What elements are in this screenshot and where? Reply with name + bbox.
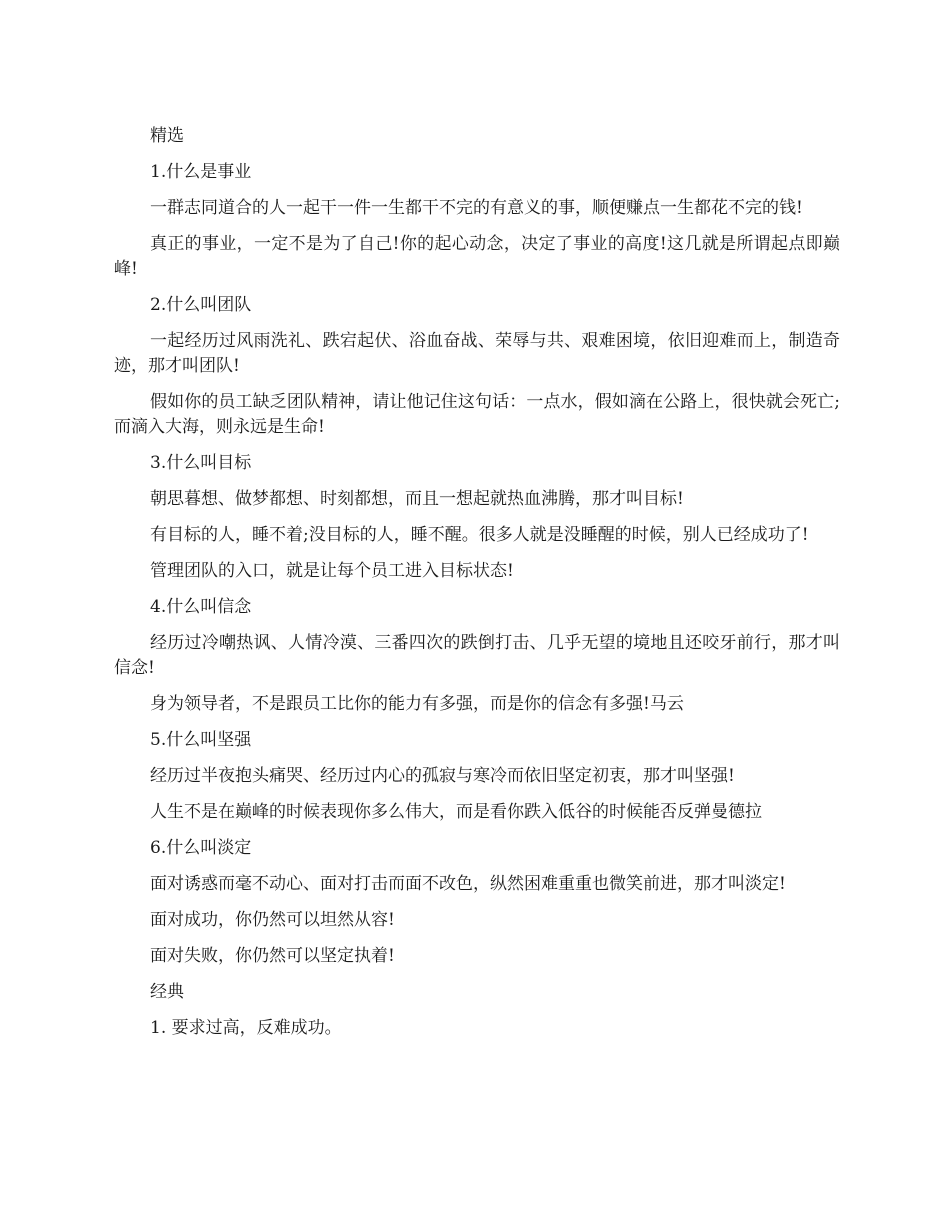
paragraph: 一群志同道合的人一起干一件一生都干不完的有意义的事，顺便赚点一生都花不完的钱! bbox=[150, 198, 803, 218]
paragraph: 人生不是在巅峰的时候表现你多么伟大，而是看你跌入低谷的时候能否反弹曼德拉 bbox=[150, 802, 762, 822]
section-heading: 1.什么是事业 bbox=[150, 162, 252, 182]
paragraph: 面对诱惑而毫不动心、面对打击而面不改色，纵然困难重重也微笑前进，那才叫淡定! bbox=[150, 874, 786, 894]
section-label: 精选 bbox=[150, 126, 184, 146]
document-body bbox=[114, 124, 840, 1052]
section-heading: 4.什么叫信念 bbox=[150, 597, 252, 617]
list-item: 1. 要求过高，反难成功。 bbox=[150, 1018, 342, 1038]
paragraph: 有目标的人，睡不着;没目标的人，睡不醒。很多人就是没睡醒的时候，别人已经成功了! bbox=[150, 525, 809, 545]
section-heading: 6.什么叫淡定 bbox=[150, 838, 252, 858]
section-heading: 5.什么叫坚强 bbox=[150, 730, 252, 750]
paragraph: 面对成功，你仍然可以坦然从容! bbox=[150, 910, 395, 930]
paragraph: 面对失败，你仍然可以坚定执着! bbox=[150, 946, 395, 966]
paragraph: 一起经历过风雨洗礼、跌宕起伏、浴血奋战、荣辱与共、艰难困境，依旧迎难而上，制造奇迹，那才叫团队! bbox=[114, 331, 840, 376]
section-label: 经典 bbox=[150, 982, 184, 1002]
section-heading: 2.什么叫团队 bbox=[150, 295, 252, 315]
paragraph: 朝思暮想、做梦都想、时刻都想，而且一想起就热血沸腾，那才叫目标! bbox=[150, 489, 684, 509]
paragraph: 经历过冷嘲热讽、人情冷漠、三番四次的跌倒打击、几乎无望的境地且还咬牙前行，那才叫信念! bbox=[114, 633, 840, 678]
paragraph: 假如你的员工缺乏团队精神，请让他记住这句话：一点水，假如滴在公路上，很快就会死亡;而滴入大海，则永远是生命! bbox=[114, 392, 840, 437]
paragraph: 经历过半夜抱头痛哭、经历过内心的孤寂与寒冷而依旧坚定初衷，那才叫坚强! bbox=[150, 766, 735, 786]
section-heading: 3.什么叫目标 bbox=[150, 453, 252, 473]
paragraph: 真正的事业，一定不是为了自己!你的起心动念，决定了事业的高度!这几就是所谓起点即巅峰! bbox=[114, 234, 840, 279]
paragraph: 身为领导者，不是跟员工比你的能力有多强，而是你的信念有多强!马云 bbox=[150, 694, 684, 714]
paragraph: 管理团队的入口，就是让每个员工进入目标状态! bbox=[150, 561, 514, 581]
